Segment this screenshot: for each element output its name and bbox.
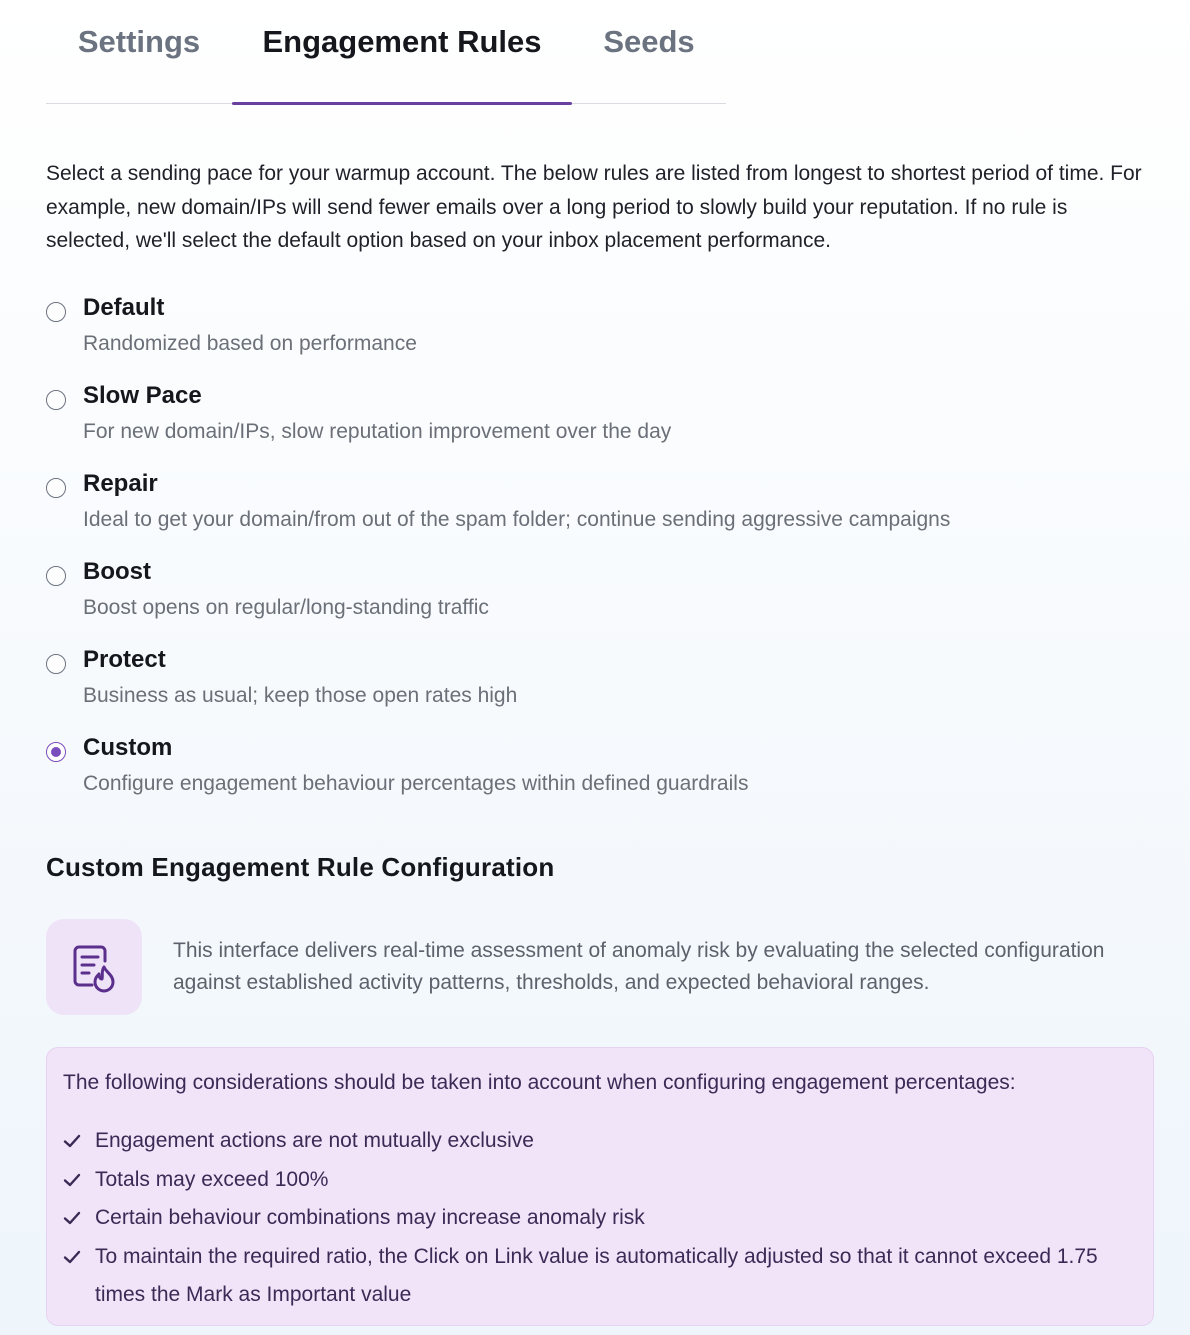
consideration-text: Certain behaviour combinations may increase anomaly risk	[95, 1206, 645, 1229]
option-description: Ideal to get your domain/from out of the spam folder; continue sending aggressive campaigns	[83, 508, 951, 531]
list-item	[63, 1122, 1137, 1161]
tab-engagement-rules[interactable]: Engagement Rules	[232, 0, 572, 104]
option-custom[interactable]	[46, 732, 1156, 820]
option-protect[interactable]	[46, 644, 1156, 732]
check-icon	[63, 1210, 81, 1226]
option-boost[interactable]	[46, 556, 1156, 644]
consideration-text: To maintain the required ratio, the Click on Link value is automatically adjusted so that it cannot exceed 1.75 times the Mark as Important value	[95, 1244, 1098, 1306]
option-description: Business as usual; keep those open rates high	[83, 684, 518, 707]
option-slow-pace[interactable]	[46, 380, 1156, 468]
consideration-text: Totals may exceed 100%	[95, 1167, 329, 1191]
radio-custom[interactable]	[46, 742, 66, 762]
option-title: Custom	[83, 734, 173, 761]
custom-config-title: Custom Engagement Rule Configuration	[46, 852, 555, 882]
option-title: Repair	[83, 470, 158, 497]
anomaly-info-text: This interface delivers real-time assessment of anomaly risk by evaluating the selected configuration against established activity patterns, thresholds, and expected behavioral ranges.	[173, 939, 1105, 994]
considerations-list	[63, 1122, 1137, 1315]
document-fire-icon	[46, 919, 142, 1015]
radio-protect[interactable]	[46, 654, 66, 674]
pace-options	[46, 292, 1156, 820]
list-item	[63, 1161, 1137, 1200]
tab-bar	[46, 0, 726, 104]
option-description: Configure engagement behaviour percentages within defined guardrails	[83, 772, 749, 795]
radio-boost[interactable]	[46, 566, 66, 586]
check-icon	[63, 1249, 81, 1265]
option-description: Randomized based on performance	[83, 332, 417, 355]
option-repair[interactable]	[46, 468, 1156, 556]
check-icon	[63, 1172, 81, 1188]
radio-slow-pace[interactable]	[46, 390, 66, 410]
radio-repair[interactable]	[46, 478, 66, 498]
option-default[interactable]	[46, 292, 1156, 380]
consideration-text: Engagement actions are not mutually exclusive	[95, 1129, 534, 1152]
option-title: Protect	[83, 646, 166, 673]
list-item	[63, 1238, 1137, 1315]
list-item	[63, 1199, 1137, 1238]
tab-settings[interactable]: Settings	[77, 24, 201, 59]
option-description: Boost opens on regular/long-standing traffic	[83, 596, 489, 619]
considerations-heading: The following considerations should be taken into account when configuring engagement percentages:	[63, 1071, 1016, 1094]
option-title: Boost	[83, 558, 151, 585]
radio-default[interactable]	[46, 302, 66, 322]
check-icon	[63, 1133, 81, 1149]
intro-text: Select a sending pace for your warmup account. The below rules are listed from longest to shortest period of time. For example, new domain/IPs will send fewer emails over a long period to slowly build your reputation. If no rule is selected, we'll select the default option based on your inbox placement performance.	[46, 162, 1142, 252]
option-title: Default	[83, 294, 165, 321]
option-description: For new domain/IPs, slow reputation improvement over the day	[83, 420, 672, 443]
considerations-box	[46, 1047, 1154, 1326]
option-title: Slow Pace	[83, 382, 202, 409]
tab-seeds[interactable]: Seeds	[603, 24, 695, 59]
